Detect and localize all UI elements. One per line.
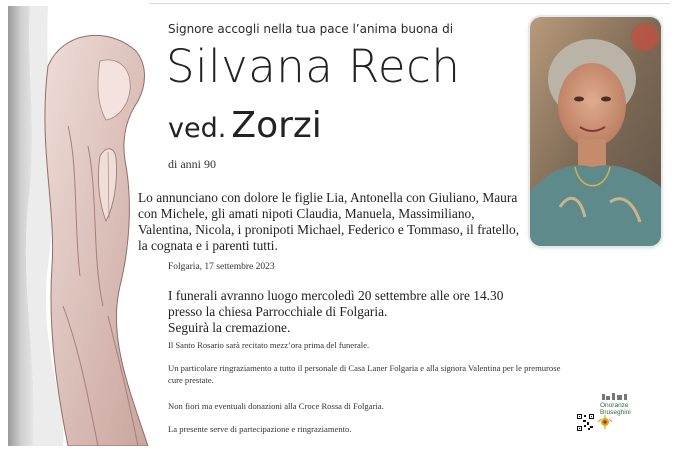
rosary-note: Il Santo Rosario sarà recitato mezz’ora prima del funerale.: [168, 340, 370, 350]
closing-note: La presente serve di partecipazione e ringraziamento.: [168, 424, 352, 434]
logo-line-2: Bruseghini: [600, 409, 631, 416]
intro-text: Signore accogli nella tua pace l’anima buona di: [168, 22, 454, 36]
logo-line-1: Onoranze: [600, 402, 629, 409]
funeral-line: presso la chiesa Parrocchiale di Folgaria.: [168, 304, 388, 319]
thanks-note: Un particolare ringraziamento a tutto il personale di Casa Laner Folgaria e alla signora Valentina per le premurose cure prestate.: [168, 363, 561, 385]
qr-code-icon[interactable]: [577, 414, 594, 431]
place-date: Folgaria, 17 settembre 2023: [168, 262, 275, 272]
praying-madonna-illustration: [8, 6, 150, 446]
portrait-photo: [530, 17, 661, 246]
widow-abbreviation: ved.: [168, 113, 227, 144]
announcement-text: Lo annunciano con dolore le figlie Lia, Antonella con Giuliano, Maura con Michele, gli amati nipoti Claudia, Manuela, Massimiliano, Valentina, Nicola, i pronipoti Michael, Federico e Tommaso, il fratello, la cognata e i parenti tutti.: [138, 190, 520, 253]
top-divider: [150, 3, 670, 4]
married-surname: Zorzi: [231, 105, 322, 146]
married-name-line: [168, 105, 322, 146]
donation-note: Non fiori ma eventuali donazioni alla Croce Rossa di Folgaria.: [168, 401, 384, 411]
age: di anni 90: [168, 157, 216, 171]
deceased-name: Silvana Rech: [166, 40, 461, 93]
funeral-line: I funerali avranno luogo mercoledì 20 settembre alle ore 14.30: [168, 288, 504, 303]
funeral-info: [168, 288, 548, 336]
funeral-line: Seguirà la cremazione.: [168, 320, 291, 335]
